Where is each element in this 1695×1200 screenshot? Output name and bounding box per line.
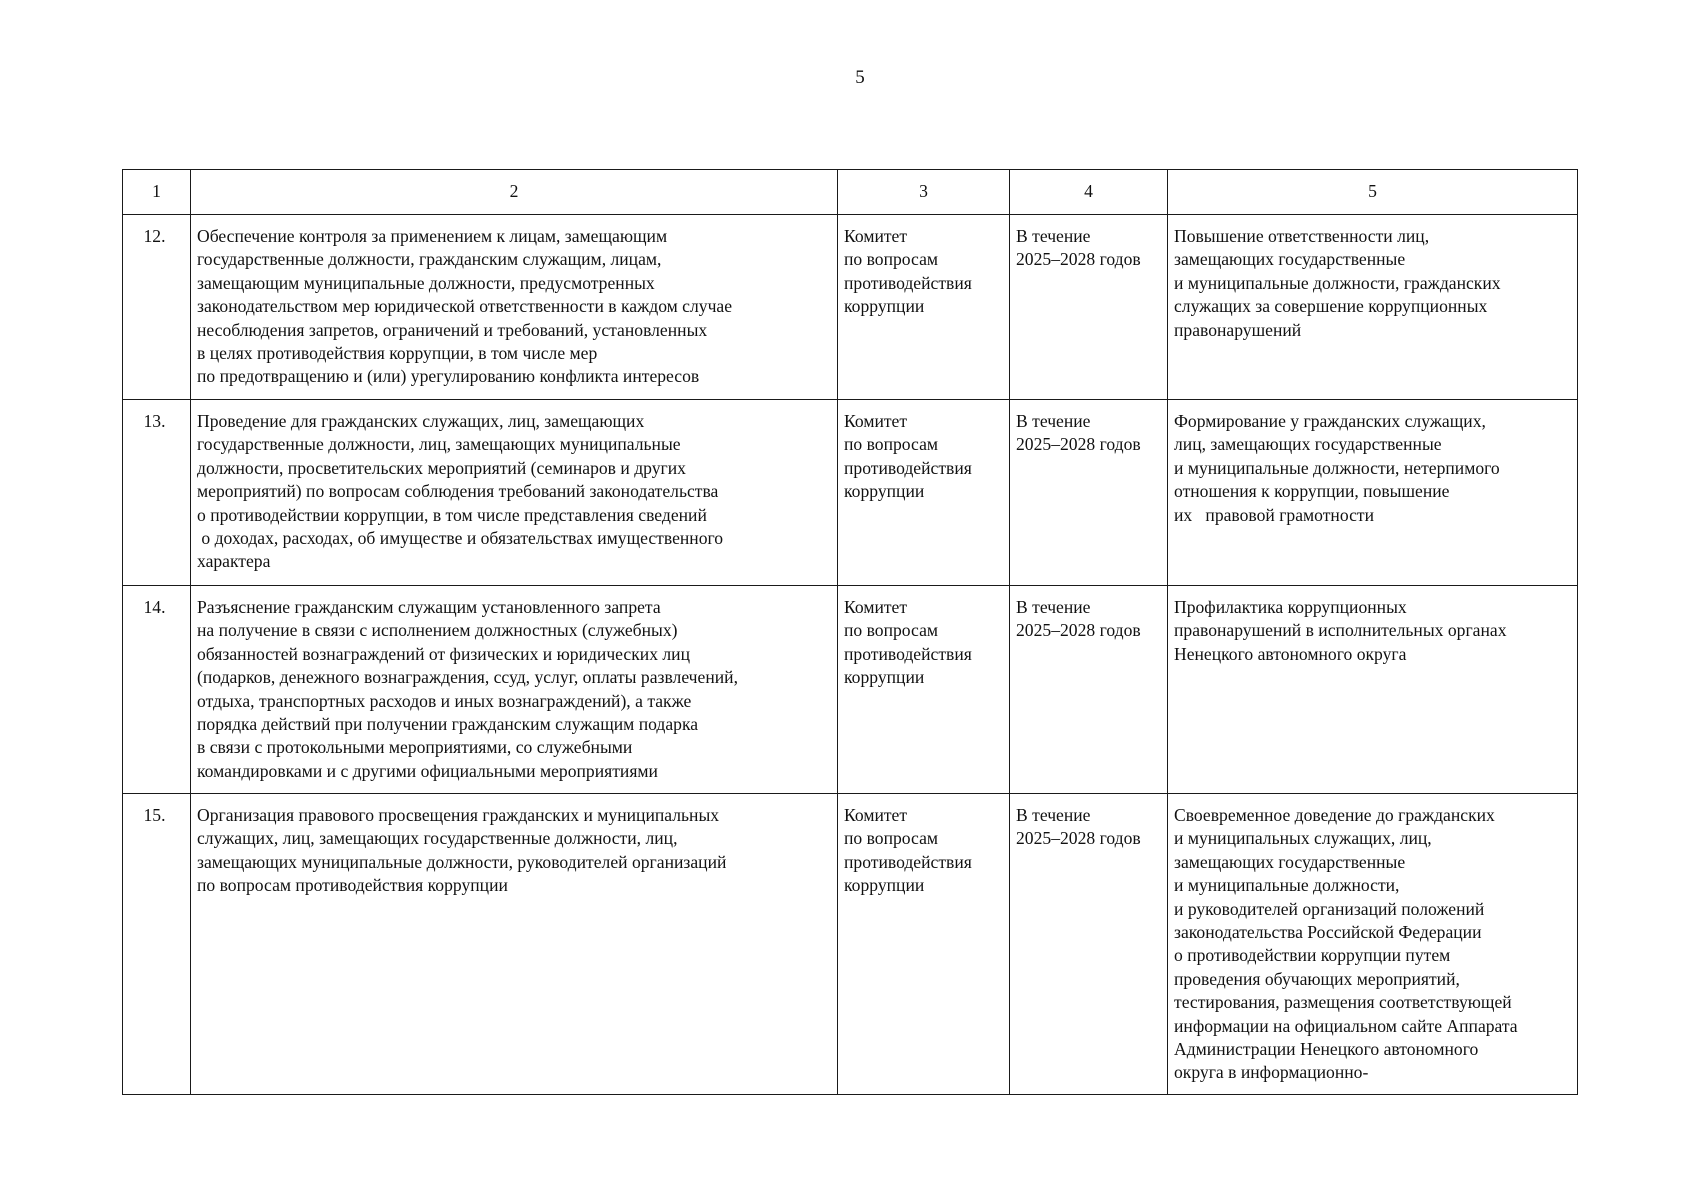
period-cell: В течение 2025–2028 годов <box>1010 215 1168 400</box>
row-number: 15. <box>123 794 191 1095</box>
table-row <box>123 400 1578 586</box>
executor-cell: Комитет по вопросам противодействия коррупции <box>838 400 1010 586</box>
result-cell: Повышение ответственности лиц, замещающих государственные и муниципальные должности, гражданских служащих за совершение коррупционных правонарушений <box>1168 215 1578 400</box>
result-cell: Формирование у гражданских служащих, лиц, замещающих государственные и муниципальные должности, нетерпимого отношения к коррупции, повышение их правовой грамотности <box>1168 400 1578 586</box>
column-number-2: 2 <box>191 170 838 215</box>
row-number: 12. <box>123 215 191 400</box>
row-number: 13. <box>123 400 191 586</box>
measure-cell: Организация правового просвещения гражданских и муниципальных служащих, лиц, замещающих государственные должности, лиц, замещающих муниципальные должности, руководителей организаций по вопросам противодействия коррупции <box>191 794 838 1095</box>
column-number-4: 4 <box>1010 170 1168 215</box>
column-number-3: 3 <box>838 170 1010 215</box>
column-number-1: 1 <box>123 170 191 215</box>
period-cell: В течение 2025–2028 годов <box>1010 400 1168 586</box>
table-row <box>123 586 1578 794</box>
page-number: 5 <box>855 67 865 88</box>
measure-cell: Проведение для гражданских служащих, лиц, замещающих государственные должности, лиц, замещающих муниципальные должности, просветительских мероприятий (семинаров и других мероприятий) по вопросам соблюдения требований законодательства о противодействии коррупции, в том числе представления сведений о доходах, расходах, об имуществе и обязательствах имущественного характера <box>191 400 838 586</box>
executor-cell: Комитет по вопросам противодействия коррупции <box>838 794 1010 1095</box>
column-number-row <box>123 170 1578 215</box>
measure-cell: Обеспечение контроля за применением к лицам, замещающим государственные должности, гражданским служащим, лицам, замещающим муниципальные должности, предусмотренных законодательством мер юридической ответственности в каждом случае несоблюдения запретов, ограничений и требований, установленных в целях противодействия коррупции, в том числе мер по предотвращению и (или) урегулированию конфликта интересов <box>191 215 838 400</box>
period-cell: В течение 2025–2028 годов <box>1010 586 1168 794</box>
executor-cell: Комитет по вопросам противодействия коррупции <box>838 586 1010 794</box>
table-row <box>123 794 1578 1095</box>
executor-cell: Комитет по вопросам противодействия коррупции <box>838 215 1010 400</box>
result-cell: Профилактика коррупционных правонарушений в исполнительных органах Ненецкого автономного округа <box>1168 586 1578 794</box>
result-cell: Своевременное доведение до гражданских и муниципальных служащих, лиц, замещающих государственные и муниципальные должности, и руководителей организаций положений законодательства Российской Федерации о противодействии коррупции путем проведения обучающих мероприятий, тестирования, размещения соответствующей информации на официальном сайте Аппарата Администрации Ненецкого автономного округа в информационно- <box>1168 794 1578 1095</box>
measure-cell: Разъяснение гражданским служащим установленного запрета на получение в связи с исполнением должностных (служебных) обязанностей вознаграждений от физических и юридических лиц (подарков, денежного вознаграждения, ссуд, услуг, оплаты развлечений, отдыха, транспортных расходов и иных вознаграждений), а также порядка действий при получении гражданским служащим подарка в связи с протокольными мероприятиями, со служебными командировками и с другими официальными мероприятиями <box>191 586 838 794</box>
column-number-5: 5 <box>1168 170 1578 215</box>
row-number: 14. <box>123 586 191 794</box>
table-row <box>123 215 1578 400</box>
period-cell: В течение 2025–2028 годов <box>1010 794 1168 1095</box>
measures-table <box>122 169 1578 1095</box>
